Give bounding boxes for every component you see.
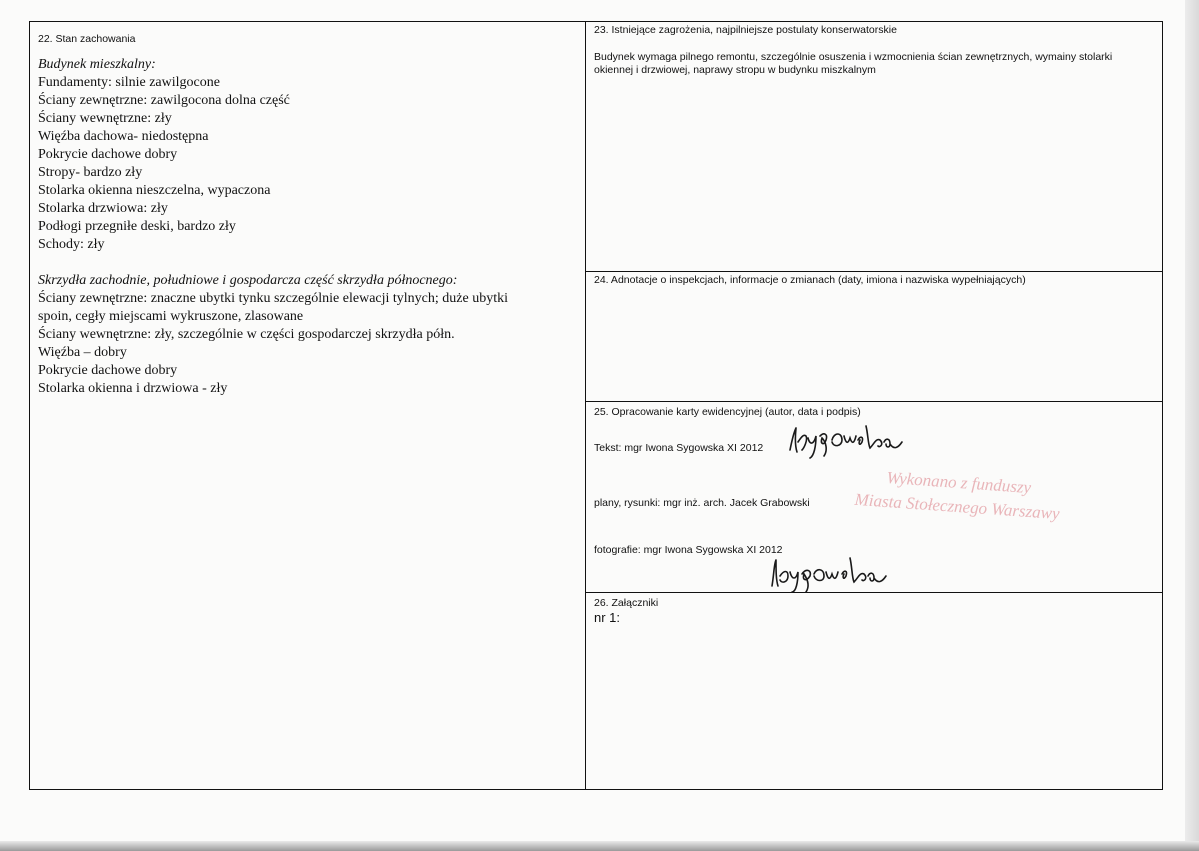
plans-author: plany, rysunki: mgr inż. arch. Jacek Grabowski bbox=[594, 497, 810, 509]
signature-2 bbox=[766, 552, 890, 594]
condition-line: Ściany zewnętrzne: znaczne ubytki tynku szczególnie elewacji tylnych; duże ubytki bbox=[38, 291, 508, 306]
condition-line: Schody: zły bbox=[38, 237, 105, 252]
stamp-line: Wykonano z funduszy bbox=[885, 468, 1032, 498]
divider-24-25 bbox=[585, 401, 1163, 402]
condition-line: Pokrycie dachowe dobry bbox=[38, 363, 178, 378]
wings-block bbox=[38, 272, 508, 398]
condition-line: Podłogi przegniłe deski, bardzo zły bbox=[38, 219, 236, 234]
section-23-heading: 23. Istniejące zagrożenia, najpilniejsze postulaty konserwatorskie bbox=[594, 24, 897, 36]
condition-line: spoin, cegły miejscami wykruszone, zlasowane bbox=[38, 309, 304, 324]
column-divider bbox=[585, 21, 586, 790]
condition-line: Fundamenty: silnie zawilgocone bbox=[38, 75, 220, 90]
condition-line: Stolarka drzwiowa: zły bbox=[38, 201, 168, 216]
wings-title: Skrzydła zachodnie, południowe i gospodarcza część skrzydła północnego: bbox=[38, 273, 458, 288]
condition-line: Ściany wewnętrzne: zły bbox=[38, 111, 172, 126]
section-23-line: okiennej i drzwiowej, naprawy stropu w budynku miszkalnym bbox=[594, 63, 876, 76]
scan-edge-bottom bbox=[0, 841, 1199, 851]
section-26-heading: 26. Załączniki bbox=[594, 597, 659, 609]
section-23-body bbox=[594, 51, 1154, 76]
scan-edge-right bbox=[1185, 0, 1199, 851]
condition-line: Więźba dachowa- niedostępna bbox=[38, 129, 209, 144]
condition-line: Stolarka okienna i drzwiowa - zły bbox=[38, 381, 228, 396]
residential-building-block bbox=[38, 56, 290, 254]
section-22-heading: 22. Stan zachowania bbox=[38, 33, 136, 45]
section-25-heading: 25. Opracowanie karty ewidencyjnej (autor, data i podpis) bbox=[594, 406, 861, 418]
condition-line: Więźba – dobry bbox=[38, 345, 127, 360]
section-24-heading: 24. Adnotacje o inspekcjach, informacje o zmianach (daty, imiona i nazwiska wypełniających) bbox=[594, 274, 1026, 286]
condition-line: Ściany wewnętrzne: zły, szczególnie w części gospodarczej skrzydła półn. bbox=[38, 327, 455, 342]
condition-line: Stropy- bardzo zły bbox=[38, 165, 143, 180]
text-author: Tekst: mgr Iwona Sygowska XI 2012 bbox=[594, 442, 764, 454]
signature-1 bbox=[786, 422, 908, 460]
stamp-line: Miasta Stołecznego Warszawy bbox=[854, 489, 1061, 524]
condition-line: Pokrycie dachowe dobry bbox=[38, 147, 178, 162]
photos-author: fotografie: mgr Iwona Sygowska XI 2012 bbox=[594, 544, 783, 556]
residential-building-title: Budynek mieszkalny: bbox=[38, 57, 156, 72]
condition-line: Ściany zewnętrzne: zawilgocona dolna część bbox=[38, 93, 290, 108]
section-23-line: Budynek wymaga pilnego remontu, szczególnie osuszenia i wzmocnienia ścian zewnętrznych, wymainy stolarki bbox=[594, 51, 1113, 63]
divider-23-24 bbox=[585, 271, 1163, 272]
condition-line: Stolarka okienna nieszczelna, wypaczona bbox=[38, 183, 271, 198]
attachment-number: nr 1: bbox=[594, 610, 621, 625]
